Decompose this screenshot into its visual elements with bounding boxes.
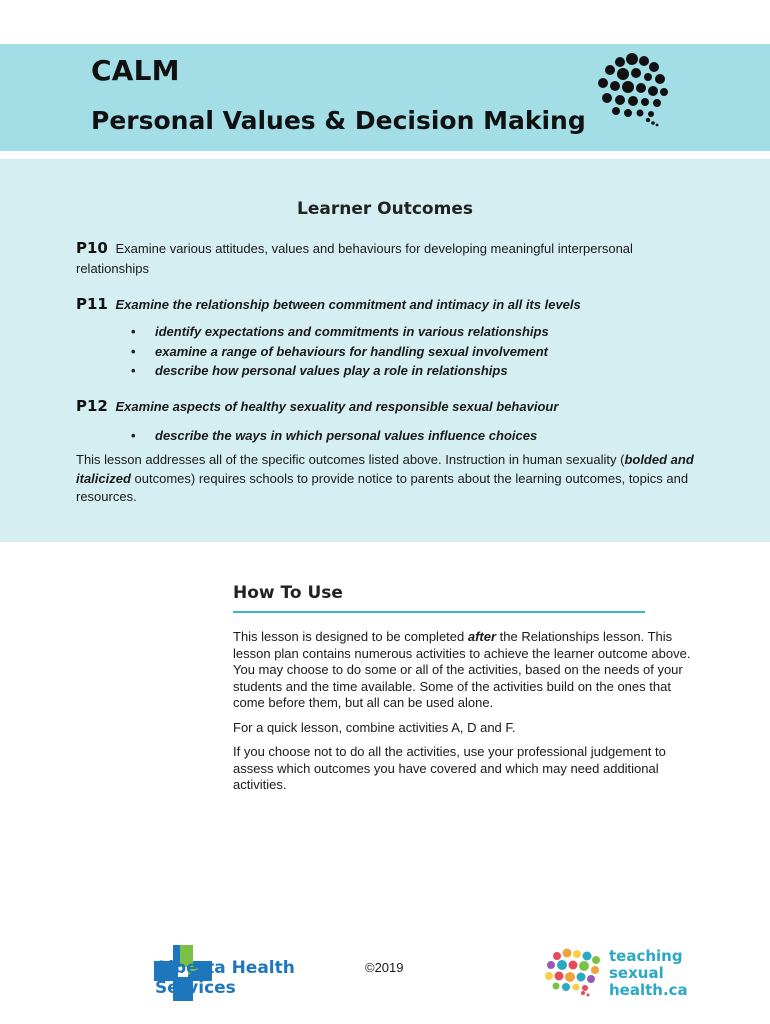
outcome-code: P10	[76, 239, 108, 257]
ahs-line-1: Alberta Health	[155, 958, 295, 978]
colored-dots-bubble-icon	[543, 948, 609, 998]
sexuality-instruction-note	[76, 451, 696, 507]
paragraph-text: This lesson is designed to be completed	[233, 629, 468, 644]
how-to-use-section	[233, 583, 703, 794]
tsh-line-2: sexual	[609, 964, 664, 982]
judgement-paragraph: If you choose not to do all the activities, use your professional judgement to assess which outcomes you have covered and which may need additional activities.	[233, 744, 666, 792]
list-item: • describe how personal values play a role in relationships	[125, 361, 549, 381]
outcome-text: Examine various attitudes, values and behaviours for developing meaningful interpersonal relationships	[76, 241, 633, 276]
p12-bullet-list	[125, 426, 537, 446]
speech-bubble-dots-icon	[590, 50, 674, 130]
how-to-use-heading: How To Use	[233, 583, 645, 613]
outcome-text: Examine the relationship between commitment and intimacy in all its levels	[115, 297, 581, 312]
how-to-use-paragraph	[233, 629, 703, 712]
ahs-line-2: Services	[155, 978, 236, 998]
ahs-logo-text	[155, 958, 295, 998]
copyright: ©2019	[365, 960, 404, 975]
outcome-p12	[76, 396, 676, 417]
paragraph-emphasis: after	[467, 629, 497, 644]
outcome-code: P12	[76, 397, 108, 415]
doc-subtitle: Personal Values & Decision Making	[91, 106, 586, 135]
paragraph-text-end: the Relationships lesson. This lesson plan contains numerous activities to achieve the learner outcome above. You may choose to do some or all of the activities, based on the needs of your students and the time available. Some of the activities build on the ones that come before them, but all can be used alone.	[233, 629, 691, 710]
learner-outcomes-heading: Learner Outcomes	[297, 199, 473, 219]
outcome-code: P11	[76, 295, 108, 313]
p11-bullet-list	[125, 322, 549, 381]
doc-title: CALM	[91, 54, 180, 87]
note-text-end: outcomes) requires schools to provide notice to parents about the learning outcomes, topics and resources.	[76, 470, 689, 504]
tsh-line-3: health.ca	[609, 981, 688, 999]
tsh-logo-text	[609, 948, 688, 999]
note-emphasis: bolded and italicized	[76, 452, 694, 486]
list-item: • identify expectations and commitments in various relationships	[125, 322, 549, 342]
quick-lesson-paragraph: For a quick lesson, combine activities A, D and F.	[233, 719, 516, 735]
list-item: • examine a range of behaviours for handling sexual involvement	[125, 342, 549, 362]
outcome-text: Examine aspects of healthy sexuality and responsible sexual behaviour	[115, 399, 559, 414]
list-item: • describe the ways in which personal values influence choices	[125, 426, 537, 446]
note-text: This lesson addresses all of the specific outcomes listed above. Instruction in human sexuality (	[76, 452, 625, 467]
learner-outcomes-section	[0, 159, 770, 542]
tsh-line-1: teaching	[609, 947, 683, 965]
header-band	[0, 44, 770, 151]
outcome-p11	[76, 294, 676, 315]
outcome-p10	[76, 238, 676, 279]
